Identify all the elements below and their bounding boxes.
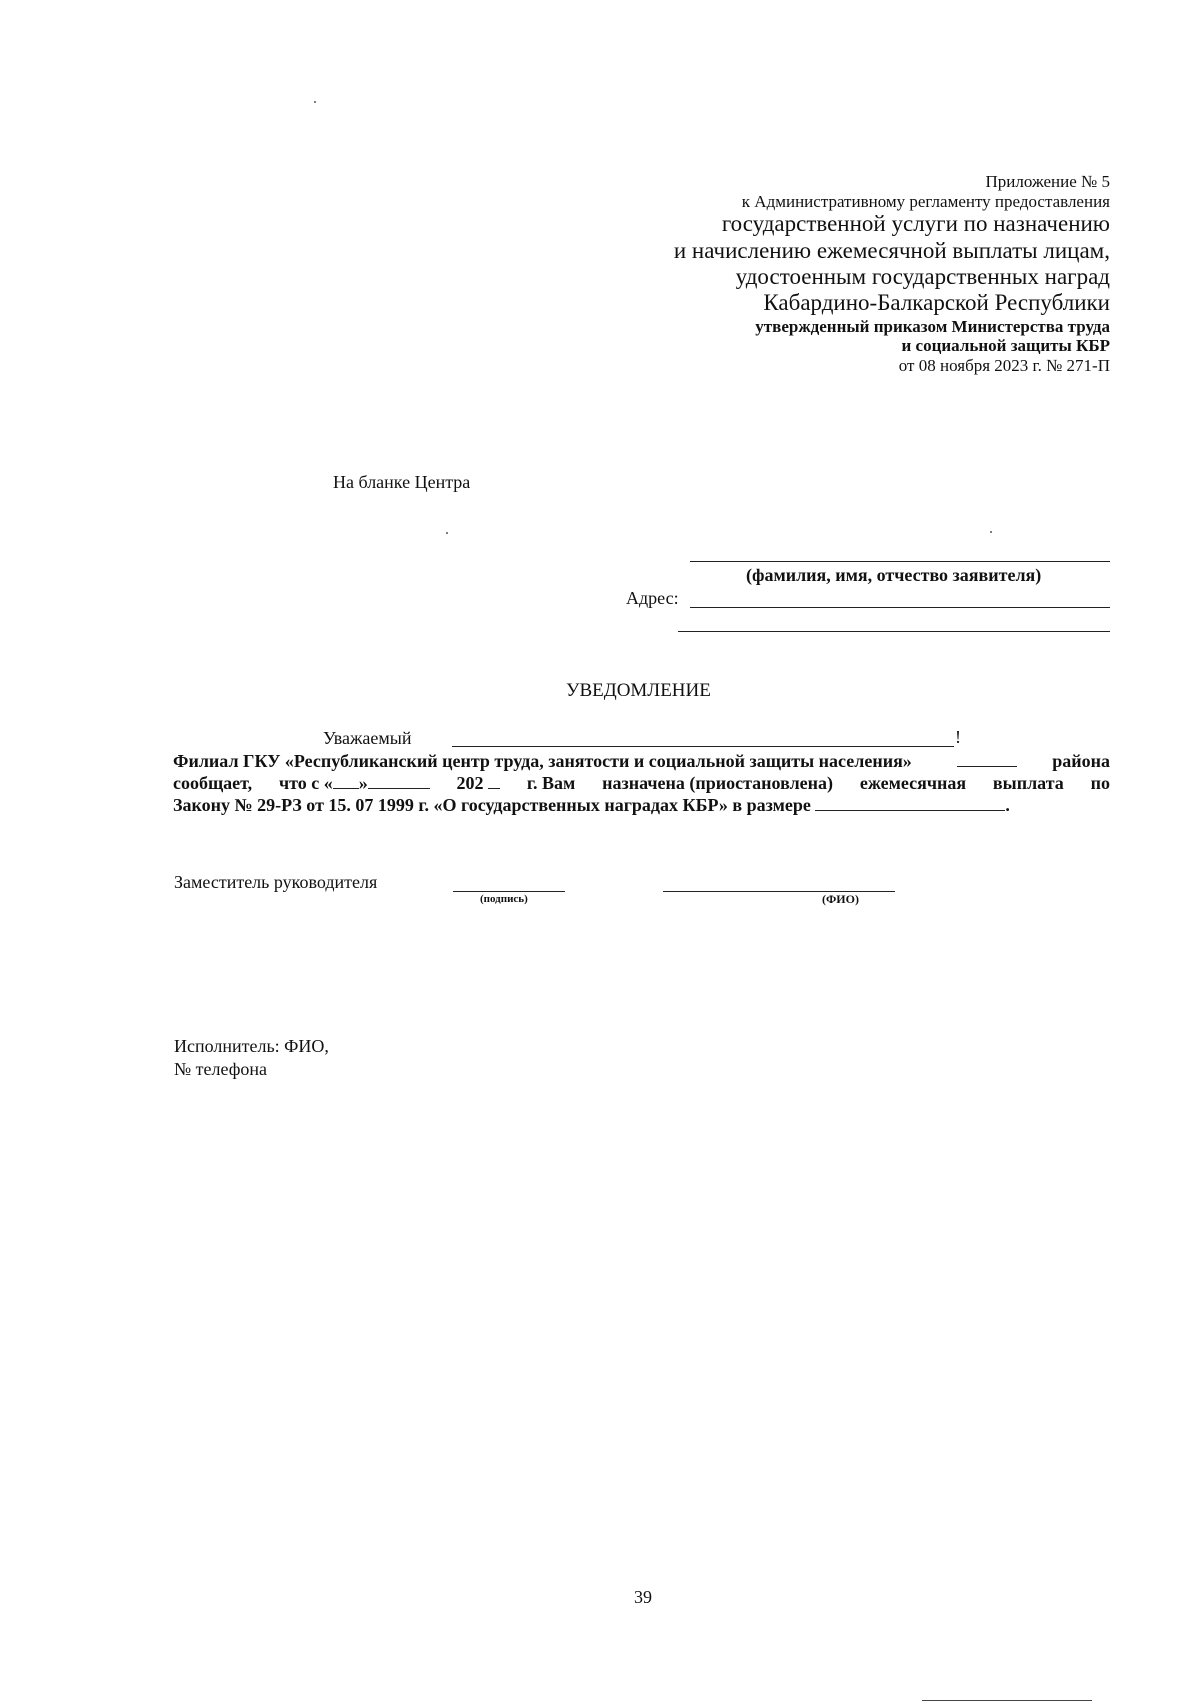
page-number: 39 (634, 1587, 652, 1607)
recipient-name-line (690, 561, 1110, 562)
executor-phone: № телефона (174, 1059, 268, 1079)
body-text: . (1005, 795, 1010, 815)
body-text: назначена (приостановлена) (602, 773, 834, 793)
district-blank (957, 750, 1017, 767)
body-text: 202 (456, 773, 484, 793)
body-text: что с « (278, 773, 333, 793)
fio-caption: (ФИО) (822, 892, 859, 906)
body-row-3 (173, 794, 1110, 816)
scan-speck (990, 531, 992, 533)
appendix-line: и социальной защиты КБР (901, 336, 1110, 356)
signatory-position: Заместитель руководителя (174, 872, 378, 892)
body-text: выплата (992, 773, 1064, 793)
appendix-number: Приложение № 5 (985, 172, 1110, 191)
appendix-line: утвержденный приказом Министерства труда (755, 316, 1110, 336)
day-blank (333, 772, 359, 789)
address-line-2 (678, 631, 1110, 632)
body-text: » (358, 773, 368, 793)
address-label: Адрес: (626, 588, 679, 608)
appendix-line: к Административному регламенту предоставления (741, 191, 1110, 211)
month-blank (368, 772, 430, 789)
appendix-line: и начислению ежемесячной выплаты лицам, (673, 237, 1110, 263)
document-title: УВЕДОМЛЕНИЕ (566, 680, 711, 701)
body-text: ежемесячная (859, 773, 967, 793)
appendix-line: удостоенным государственных наград (735, 263, 1110, 289)
amount-blank (815, 794, 1005, 811)
scan-speck (446, 532, 448, 534)
letterhead-note: На бланке Центра (333, 472, 471, 492)
appendix-line: Кабардино-Балкарской Республики (763, 290, 1110, 316)
year-blank (488, 772, 500, 789)
body-text: Филиал ГКУ «Республиканский центр труда, занятости и социальной защиты населения» (173, 751, 912, 771)
body-text: по (1090, 773, 1110, 793)
body-row-1 (173, 750, 1110, 772)
fio-line (663, 891, 895, 892)
appendix-line: государственной услуги по назначению (721, 211, 1110, 237)
body-text: г. Вам (526, 773, 576, 793)
executor-name: Исполнитель: ФИО, (174, 1036, 329, 1056)
body-text: Закону № 29-РЗ от 15. 07 1999 г. «О государственных наградах КБР» в размере (173, 795, 811, 815)
signature-caption: (подпись) (480, 893, 528, 905)
greeting-exclamation: ! (955, 727, 961, 747)
body-row-2 (173, 772, 1110, 794)
scan-speck (314, 101, 316, 103)
address-line-1 (690, 607, 1110, 608)
scan-edge-artifact (922, 1700, 1092, 1701)
recipient-name-caption: (фамилия, имя, отчество заявителя) (746, 565, 1042, 585)
notification-body (173, 750, 1110, 816)
body-text: сообщает, (173, 773, 253, 793)
signature-line (453, 891, 565, 892)
greeting-word: Уважаемый (323, 728, 412, 748)
appendix-date: от 08 ноября 2023 г. № 271-П (898, 355, 1110, 375)
appendix-header (674, 172, 1110, 375)
body-text: района (1052, 751, 1110, 771)
greeting-name-line (452, 746, 954, 747)
